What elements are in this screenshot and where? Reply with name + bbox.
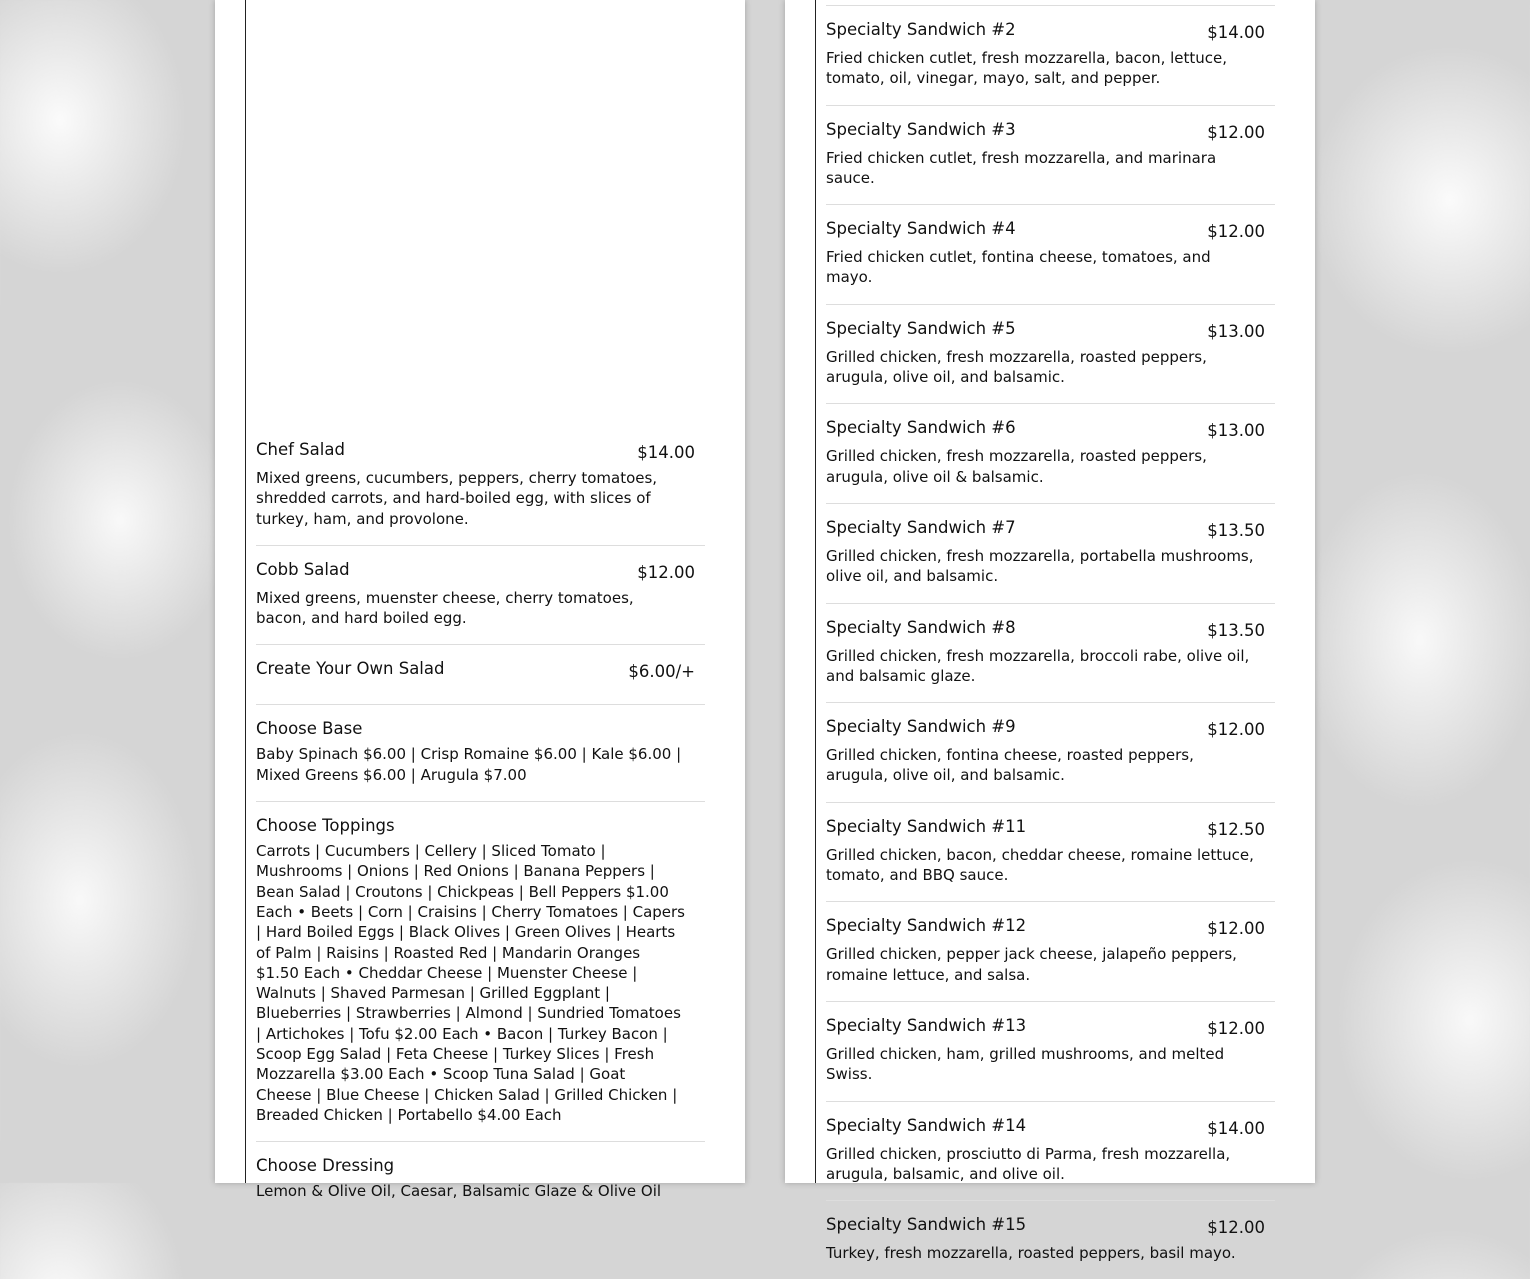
item-price: $12.00 (637, 562, 695, 582)
item-name: Specialty Sandwich #13 (826, 1015, 1027, 1035)
menu-item (256, 1142, 705, 1217)
menu-item (826, 1201, 1275, 1279)
item-description: Lemon & Olive Oil, Caesar, Balsamic Glaze & Olive Oil (256, 1182, 662, 1201)
item-price: $13.50 (1207, 620, 1265, 640)
item-description: Grilled chicken, pepper jack cheese, jalapeño peppers, romaine lettuce, and salsa. (826, 945, 1237, 984)
item-price: $6.00/+ (628, 662, 695, 682)
menu-item (256, 426, 705, 546)
item-description: Grilled chicken, fresh mozzarella, portabella mushrooms, olive oil, and balsamic. (826, 546, 1254, 586)
item-price: $13.00 (1207, 321, 1265, 341)
item-name: Choose Dressing (256, 1156, 395, 1176)
item-name: Specialty Sandwich #15 (826, 1215, 1027, 1235)
menu-page-left (215, 0, 745, 1201)
menu-item (826, 803, 1275, 903)
item-name: Specialty Sandwich #7 (826, 517, 1016, 537)
menu-column-left (245, 0, 705, 1201)
item-name: Choose Base (256, 719, 363, 739)
item-price: $12.00 (1207, 919, 1265, 939)
item-name: Specialty Sandwich #9 (826, 717, 1016, 737)
item-price: $12.00 (1207, 1218, 1265, 1238)
item-name: Specialty Sandwich #12 (826, 916, 1027, 936)
item-price: $12.00 (1207, 222, 1265, 242)
item-description: Fried chicken cutlet, fontina cheese, tomatoes, and mayo. (826, 248, 1211, 287)
item-name: Cobb Salad (256, 559, 350, 579)
item-description: Mixed greens, muenster cheese, cherry tomatoes, bacon, and hard boiled egg. (256, 588, 634, 628)
item-name: Specialty Sandwich #4 (826, 219, 1016, 239)
menu-item (826, 1102, 1275, 1202)
item-price: $14.00 (1207, 1118, 1265, 1138)
item-name: Specialty Sandwich #11 (826, 816, 1027, 836)
menu-item (826, 604, 1275, 704)
item-description: Grilled chicken, fresh mozzarella, roasted peppers, arugula, olive oil & balsamic. (826, 447, 1207, 486)
item-name: Specialty Sandwich #3 (826, 119, 1016, 139)
menu-item (826, 703, 1275, 803)
item-name: Specialty Sandwich #8 (826, 617, 1016, 637)
menu-item (826, 504, 1275, 604)
item-description: Grilled chicken, fresh mozzarella, broccoli rabe, olive oil, and balsamic glaze. (826, 646, 1250, 685)
item-description: Grilled chicken, ham, grilled mushrooms, and melted Swiss. (826, 1044, 1225, 1084)
menu-item (826, 6, 1275, 106)
item-name: Chef Salad (256, 440, 345, 459)
item-description: Fried chicken cutlet, fresh mozzarella, and marinara sauce. (826, 148, 1217, 187)
item-description: Grilled chicken, fresh mozzarella, roasted peppers, arugula, olive oil, and balsamic. (826, 347, 1207, 387)
item-name: Specialty Sandwich #2 (826, 20, 1016, 39)
salad-list (256, 426, 705, 1218)
item-price: $14.00 (1207, 23, 1265, 42)
menu-item (826, 305, 1275, 405)
item-description: Mixed greens, cucumbers, peppers, cherry tomatoes, shredded carrots, and hard-boiled egg, with slices of turkey, ham, and provolone. (256, 469, 658, 528)
menu-item (826, 106, 1275, 206)
item-price: $13.50 (1207, 520, 1265, 540)
item-description: Fried chicken cutlet, fresh mozzarella, bacon, lettuce, tomato, oil, vinegar, mayo, salt, and pepper. (826, 49, 1228, 88)
menu-item (826, 404, 1275, 504)
sandwich-list (826, 5, 1275, 1279)
item-price: $13.00 (1207, 421, 1265, 441)
menu-item (256, 546, 705, 646)
item-price: $12.00 (1207, 720, 1265, 740)
item-price: $14.00 (637, 443, 695, 462)
item-price: $12.00 (1207, 1018, 1265, 1038)
menu-column-right (815, 0, 1275, 1263)
item-description: Carrots | Cucumbers | Cellery | Sliced Tomato | Mushrooms | Onions | Red Onions | Banana Peppers | Bean Salad | Croutons | Chickpeas | Bell Peppers $1.00 Each • Beets | Corn | Craisins | Cherry Tomatoes | Capers | Hard Boiled Eggs | Black Olives | Green Olives | Hearts of Palm | Raisins | Roasted Red | Mandarin Oranges $1.50 Each • Cheddar Cheese | Muenster Cheese | Walnuts | Shaved Parmesan | Grilled Eggplant | Blueberries | Strawberries | Almond | Sundried Tomatoes | Artichokes | Tofu $2.00 Each • Bacon | Turkey Bacon | Scoop Egg Salad | Feta Cheese | Turkey Slices | Fresh Mozzarella $3.00 Each • Scoop Tuna Salad | Goat Cheese | Blue Cheese | Chicken Salad | Grilled Chicken | Breaded Chicken | Portabello $4.00 Each (256, 842, 685, 1124)
item-price: $12.50 (1207, 819, 1265, 839)
item-name: Choose Toppings (256, 816, 395, 836)
menu-item (826, 205, 1275, 305)
item-description: Grilled chicken, prosciutto di Parma, fresh mozzarella, arugula, balsamic, and olive oil. (826, 1144, 1231, 1183)
menu-item (826, 1002, 1275, 1102)
menu-item (256, 705, 705, 802)
menu-item (826, 902, 1275, 1002)
item-description: Turkey, fresh mozzarella, roasted peppers, basil mayo. (826, 1244, 1236, 1263)
item-name: Create Your Own Salad (256, 659, 445, 679)
menu-page-right (785, 0, 1315, 1263)
item-price: $12.00 (1207, 122, 1265, 142)
item-name: Specialty Sandwich #5 (826, 318, 1016, 338)
item-description: Grilled chicken, fontina cheese, roasted peppers, arugula, olive oil, and balsamic. (826, 746, 1194, 785)
item-description: Grilled chicken, bacon, cheddar cheese, romaine lettuce, tomato, and BBQ sauce. (826, 845, 1254, 885)
menu-item (256, 645, 705, 705)
item-name: Specialty Sandwich #14 (826, 1115, 1027, 1135)
menu-item (256, 802, 705, 1142)
item-name: Specialty Sandwich #6 (826, 418, 1016, 438)
item-description: Baby Spinach $6.00 | Crisp Romaine $6.00 | Kale $6.00 | Mixed Greens $6.00 | Arugula $7.00 (256, 745, 682, 784)
